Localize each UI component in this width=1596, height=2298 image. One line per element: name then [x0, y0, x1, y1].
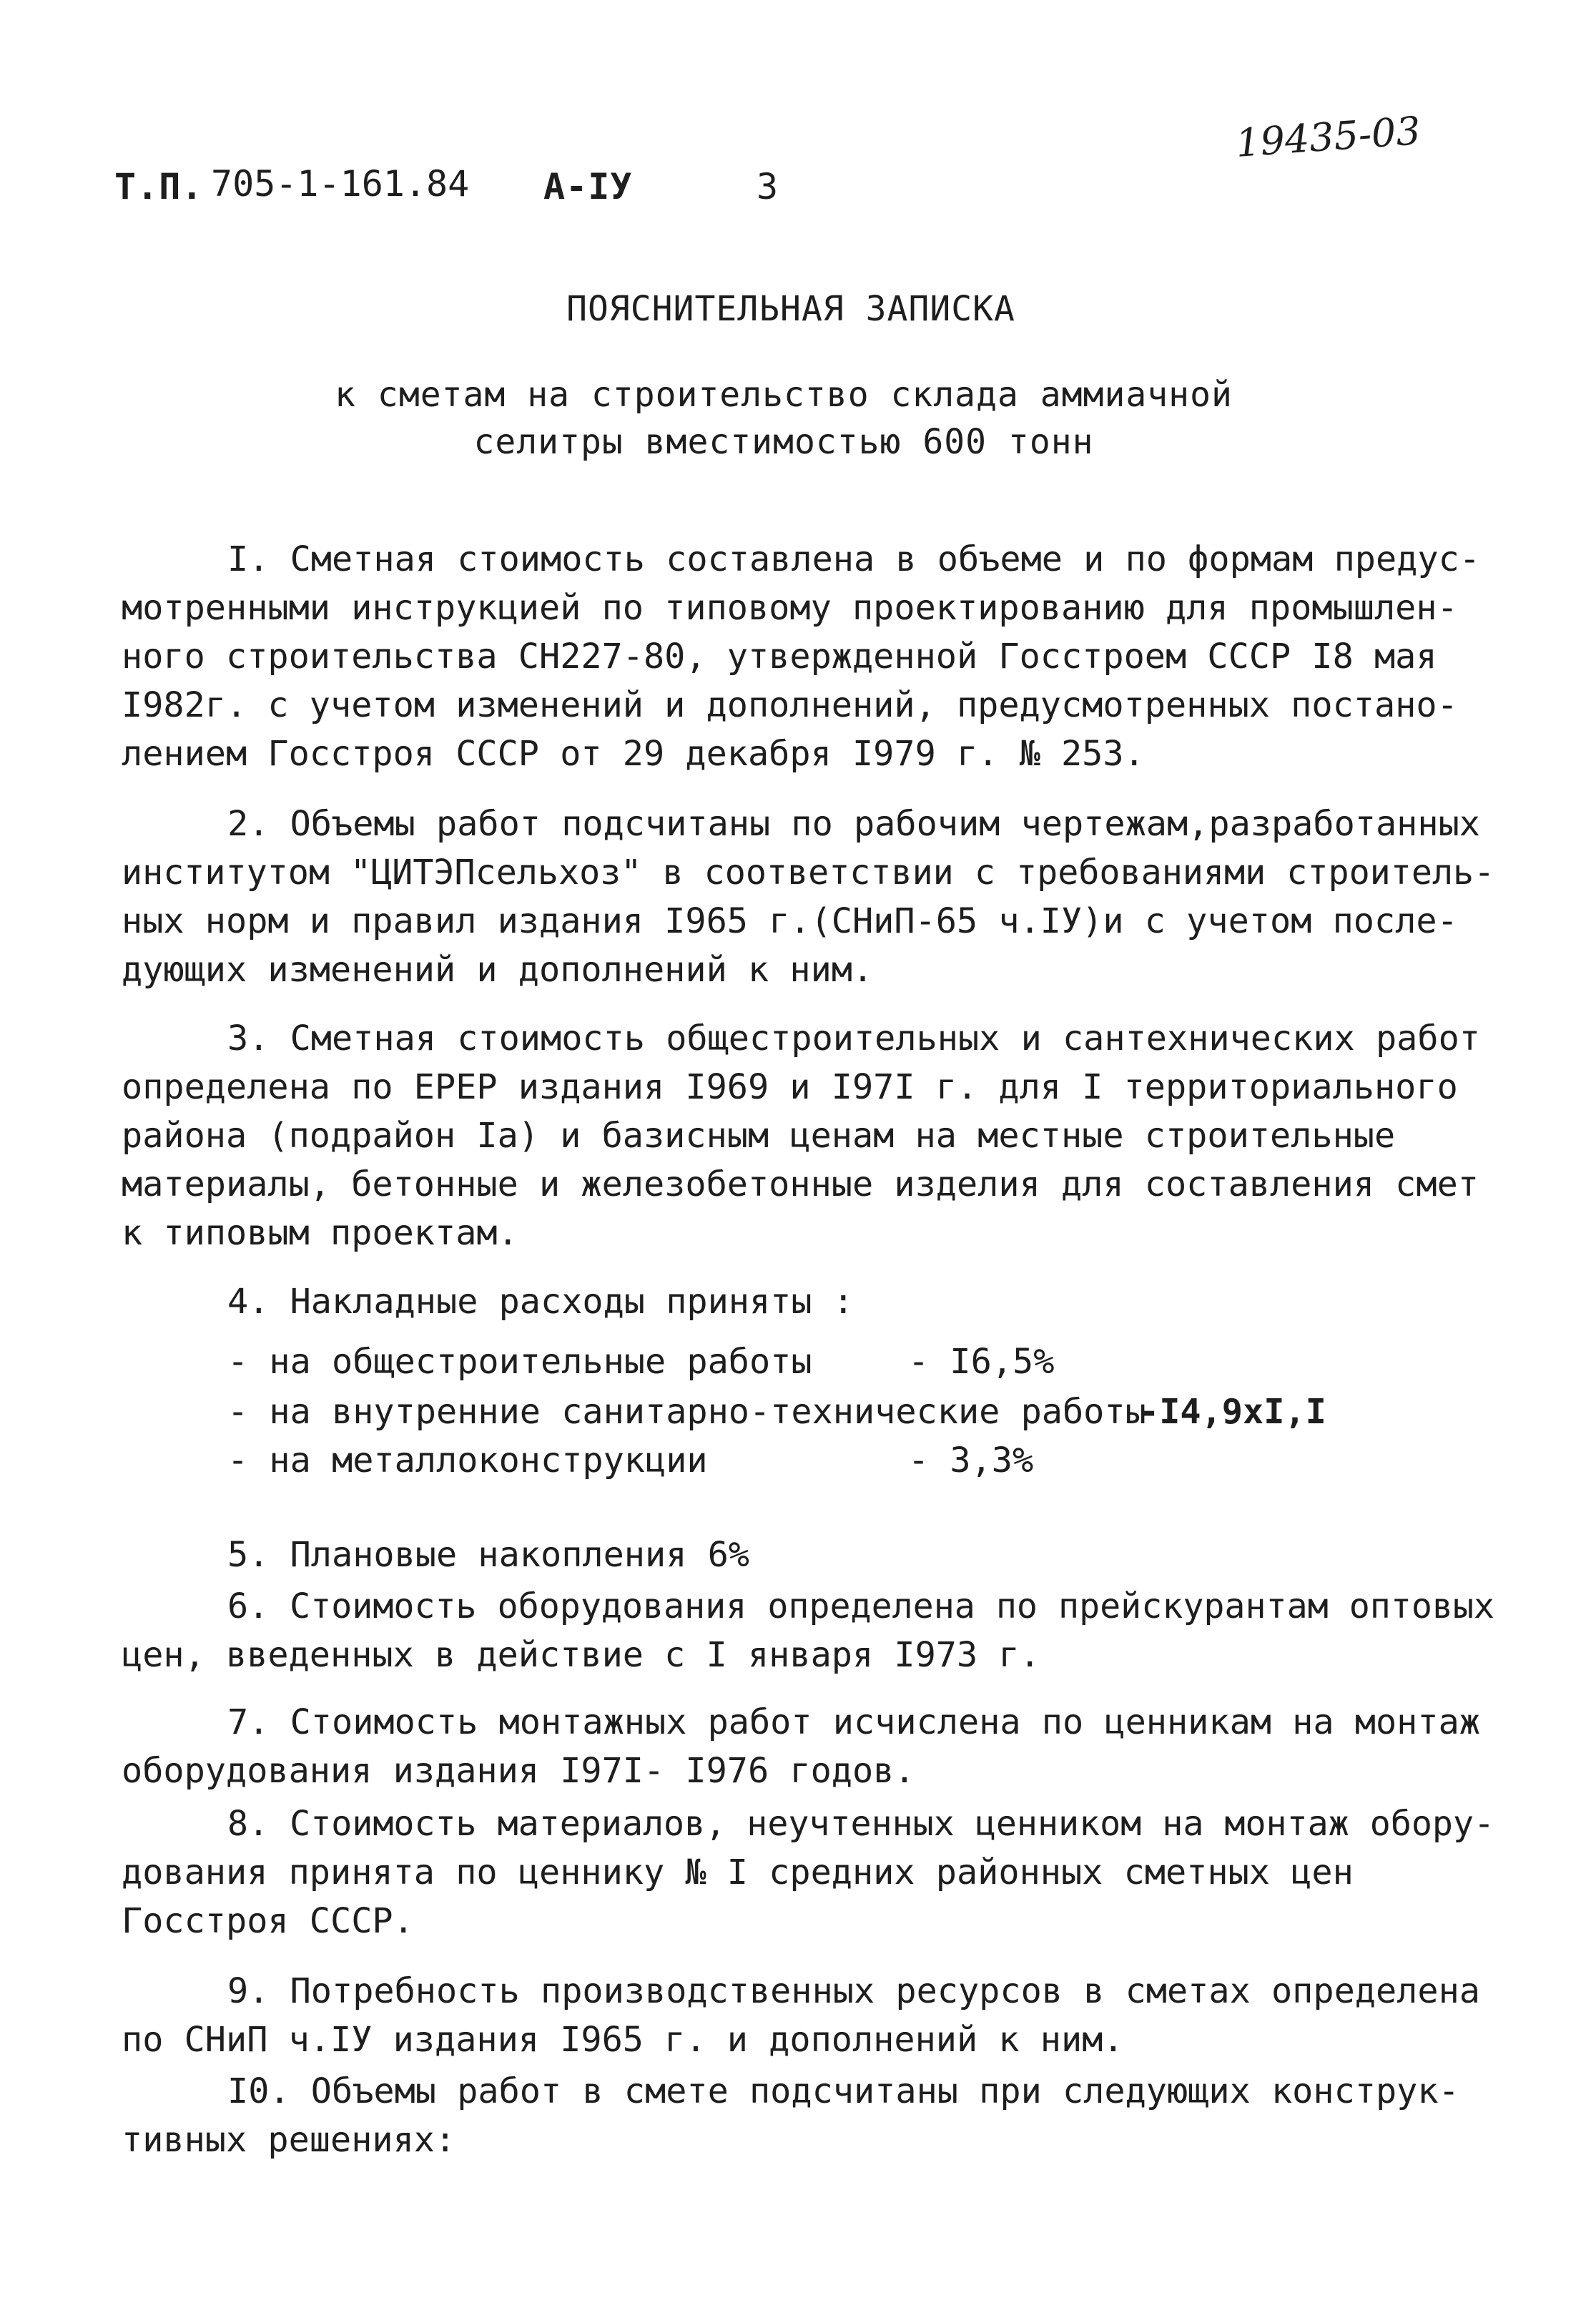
paragraph-2-line: институтом "ЦИТЭПсельхоз" в соответствии с требованиями строитель- [122, 853, 1495, 893]
album-number: А-IУ [543, 166, 633, 207]
document-code-number: 705-1-161.84 [211, 163, 470, 205]
paragraph-3-line: определена по ЕРЕР издания I969 и I97I г. для I территориального [122, 1067, 1458, 1107]
paragraph-8-line: Госстроя СССР. [122, 1901, 414, 1941]
page-number: 3 [757, 166, 779, 207]
paragraph-1-line: лением Госстроя СССР от 29 декабря I979 г. № 253. [122, 734, 1145, 774]
paragraph-9-line: 9. Потребность производственных ресурсов в сметах определена [227, 1971, 1480, 2011]
paragraph-3-line: района (подрайон Iа) и базисным ценам на местные строительные [122, 1116, 1396, 1156]
paragraph-8-line: 8. Стоимость материалов, неучтенных ценником на монтаж обору- [227, 1804, 1495, 1844]
paragraph-10-line: I0. Объемы работ в смете подсчитаны при следующих конструк- [227, 2071, 1459, 2111]
overhead-value: - 3,3% [908, 1440, 1034, 1481]
handwritten-inventory-number: 19435-03 [1234, 108, 1422, 166]
paragraph-2-line: 2. Объемы работ подсчитаны по рабочим чертежам,разработанных [227, 804, 1480, 844]
document-heading: ПОЯСНИТЕЛЬНАЯ ЗАПИСКА [566, 289, 1015, 329]
paragraph-1-line: ного строительства СН227-80, утвержденной Госстроем СССР I8 мая [122, 637, 1437, 677]
paragraph-7-line: 7. Стоимость монтажных работ исчислена по ценникам на монтаж [227, 1702, 1480, 1742]
paragraph-3-line: материалы, бетонные и железобетонные изделия для составления смет [122, 1164, 1479, 1204]
paragraph-10-line: тивных решениях: [122, 2120, 456, 2160]
paragraph-6-line: 6. Стоимость оборудования определена по прейскурантам оптовых [227, 1586, 1495, 1626]
paragraph-3-line: 3. Сметная стоимость общестроительных и сантехнических работ [227, 1018, 1480, 1059]
paragraph-2-line: дующих изменений и дополнений к ним. [122, 950, 874, 990]
paragraph-2-line: ных норм и правил издания I965 г.(СНиП-65 ч.IУ)и с учетом после- [122, 901, 1458, 941]
paragraph-1-line: I. Сметная стоимость составлена в объеме и по формам предус- [227, 539, 1480, 579]
paragraph-1-line: I982г. с учетом изменений и дополнений, предусмотренных постано- [122, 685, 1458, 725]
document-subtitle-line-2: селитры вместимостью 600 тонн [473, 422, 1094, 462]
overhead-label: - на металлоконструкции [227, 1440, 708, 1481]
overhead-label: - на внутренние санитарно-технические работы [227, 1392, 1146, 1432]
document-code-prefix: Т.П. [114, 166, 204, 207]
paragraph-6-line: цен, введенных в действие с I января I973 г. [122, 1635, 1040, 1675]
overhead-value: - I6,5% [908, 1342, 1055, 1382]
paragraph-4-intro: 4. Накладные расходы приняты : [227, 1282, 854, 1322]
paragraph-8-line: дования принята по ценнику № I средних районных сметных цен [122, 1852, 1354, 1892]
document-subtitle-line-1: к сметам на строительство склада аммиачной [335, 375, 1233, 415]
paragraph-3-line: к типовым проектам. [122, 1213, 518, 1253]
paragraph-1-line: мотренными инструкцией по типовому проектированию для промышлен- [122, 588, 1458, 628]
overhead-label: - на общестроительные работы [227, 1342, 812, 1382]
overhead-value: -I4,9xI,I [1138, 1392, 1326, 1432]
paragraph-9-line: по СНиП ч.IУ издания I965 г. и дополнений к ним. [122, 2020, 1124, 2060]
paragraph-7-line: оборудования издания I97I- I976 годов. [122, 1751, 915, 1791]
paragraph-5: 5. Плановые накопления 6% [227, 1535, 749, 1575]
